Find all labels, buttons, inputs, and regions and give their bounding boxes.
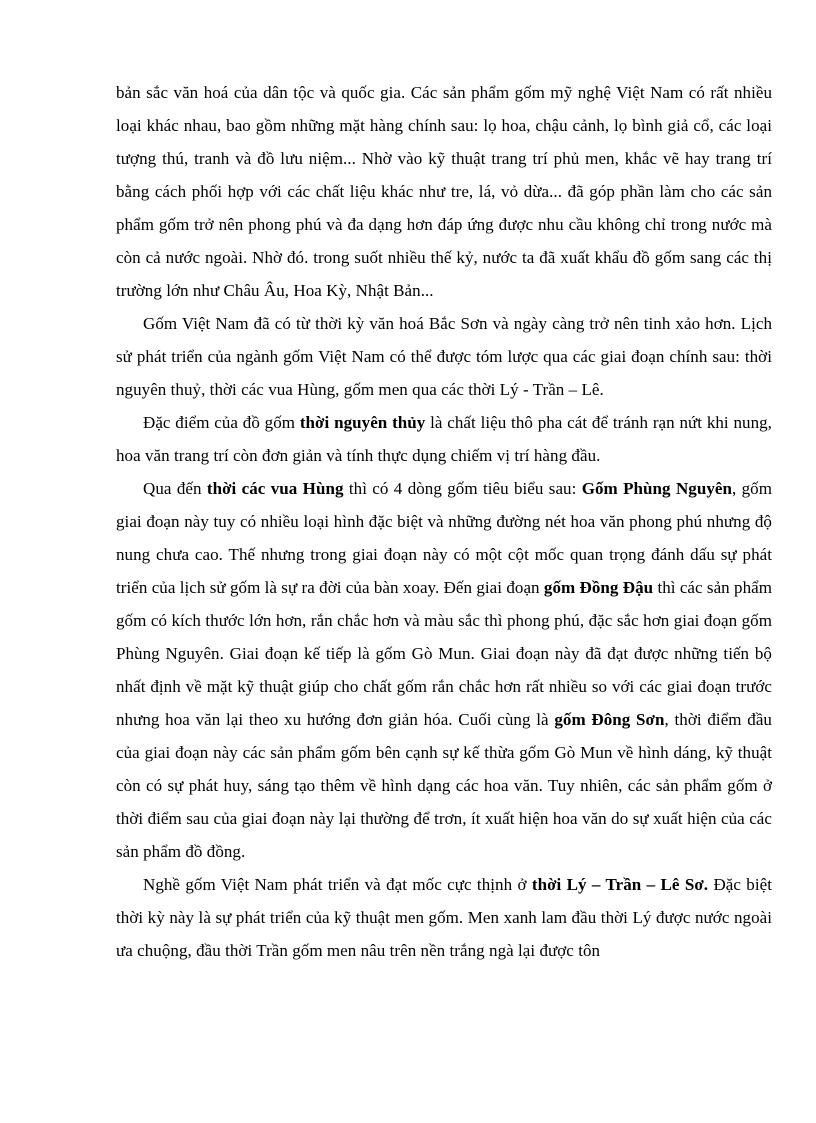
- text-run: , gốm giai đoạn này tuy có nhiều loại hình đặc biệt và những đường nét hoa văn phong phú nhưng độ nung chưa cao. Thế nhưng trong giai đoạn này có một cột mốc quan trọng đánh dấu sự phát triển của lịch sử gốm là sự ra đời của bàn xoay. Đến giai đoạn: [116, 479, 772, 597]
- bold-term: gốm Đông Sơn: [554, 710, 665, 729]
- bold-term: thời các vua Hùng: [206, 479, 344, 498]
- text-run: Qua đến: [143, 479, 207, 498]
- text-run: Đặc biệt thời kỳ này là sự phát triển của kỹ thuật men gốm. Men xanh lam đầu thời Lý được nước ngoài ưa chuộng, đầu thời Trần gốm men nâu trên nền trắng ngà lại được tôn: [116, 875, 772, 960]
- bold-term: thời Lý – Trần – Lê Sơ.: [531, 875, 709, 894]
- text-run: , thời điểm đầu của giai đoạn này các sản phẩm gốm bên cạnh sự kế thừa gốm Gò Mun về hình dáng, kỹ thuật còn có sự phát huy, sáng tạo thêm về hình dạng các hoa văn. Tuy nhiên, các sản phẩm gốm ở thời điểm sau của giai đoạn này lại thường để trơn, ít xuất hiện hoa văn do sự xuất hiện của các sản phẩm đồ đồng.: [116, 710, 772, 861]
- paragraph-primitive-era: [116, 406, 772, 472]
- text-run: thì có 4 dòng gốm tiêu biểu sau:: [343, 479, 582, 498]
- document-page: [116, 76, 772, 967]
- paragraph-origin: [116, 307, 772, 406]
- text-run: Nghề gốm Việt Nam phát triển và đạt mốc cực thịnh ở: [143, 875, 532, 894]
- bold-term: gốm Đồng Đậu: [543, 578, 654, 597]
- paragraph-ly-tran-le-era: [116, 868, 772, 967]
- text-run: bản sắc văn hoá của dân tộc và quốc gia. Các sản phẩm gốm mỹ nghệ Việt Nam có rất nhiều loại khác nhau, bao gồm những mặt hàng chính sau: lọ hoa, chậu cảnh, lọ bình giả cổ, các loại tượng thú, tranh và đồ lưu niệm... Nhờ vào kỹ thuật trang trí phủ men, khắc vẽ hay trang trí bằng cách phối hợp với các chất liệu khác như tre, lá, vỏ dừa... đã góp phần làm cho các sản phẩm gốm trở nên phong phú và đa dạng hơn đáp ứng được nhu cầu không chỉ trong nước mà còn cả nước ngoài. Nhờ đó. trong suốt nhiều thế kỷ, nước ta đã xuất khẩu đồ gốm sang các thị trường lớn như Châu Âu, Hoa Kỳ, Nhật Bản...: [116, 83, 772, 300]
- text-run: Gốm Việt Nam đã có từ thời kỳ văn hoá Bắc Sơn và ngày càng trở nên tinh xảo hơn. Lịch sử phát triển của ngành gốm Việt Nam có thể được tóm lược qua các giai đoạn chính sau: thời nguyên thuỷ, thời các vua Hùng, gốm men qua các thời Lý - Trần – Lê.: [116, 314, 772, 399]
- paragraph-hung-kings-era: [116, 472, 772, 868]
- paragraph-intro: [116, 76, 772, 307]
- bold-term: thời nguyên thủy: [299, 413, 426, 432]
- text-run: là chất liệu thô pha cát để tránh rạn nứt khi nung, hoa văn trang trí còn đơn giản và tính thực dụng chiếm vị trí hàng đầu.: [116, 413, 772, 465]
- text-run: Đặc điểm của đồ gốm: [143, 413, 300, 432]
- text-run: thì các sản phẩm gốm có kích thước lớn hơn, rắn chắc hơn và màu sắc thì phong phú, đặc sắc hơn giai đoạn gốm Phùng Nguyên. Giai đoạn kế tiếp là gốm Gò Mun. Giai đoạn này đã đạt được những tiến bộ nhất định về mặt kỹ thuật giúp cho chất gốm rắn chắc hơn rất nhiều so với các giai đoạn trước nhưng hoa văn lại theo xu hướng đơn giản hóa. Cuối cùng là: [116, 578, 773, 729]
- bold-term: Gốm Phùng Nguyên: [581, 479, 732, 498]
